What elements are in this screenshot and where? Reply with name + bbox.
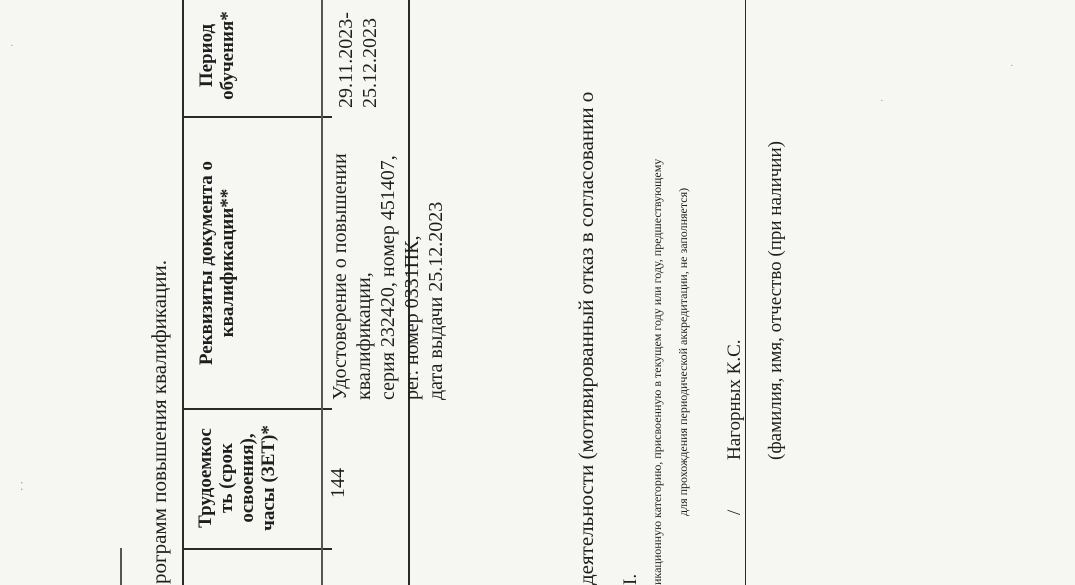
cell-period: 29.11.2023- 25.12.2023 (335, 12, 381, 108)
header-hours: Трудоемкос ть (срок освоения), часы (ЗЕТ)* (195, 425, 279, 531)
signature-slash: / (724, 509, 745, 515)
table-row-divider-3 (182, 116, 332, 118)
header-document: Реквизиты документа о квалификации** (196, 160, 238, 366)
scan-speck: · (10, 40, 14, 52)
signature-caption: (фамилия, имя, отчество (при наличии) (765, 141, 786, 460)
footnote-line-1: икационную категорию, присвоенную в текущем году или году, предшествующему (650, 158, 664, 585)
footnote-line-2: для прохождения периодической аккредитации, не заполняется) (676, 187, 690, 516)
consent-text: деятельности (мотивированный отказ в согласовании о (574, 91, 598, 585)
signature-name: Нагорных К.С. (724, 339, 745, 460)
table-header-divider (321, 0, 323, 585)
table-row-divider-2 (182, 408, 332, 410)
signature-line (745, 0, 746, 585)
intro-text: рограмм повышения квалификации. (147, 260, 171, 584)
scan-speck: · (880, 95, 884, 107)
header-period: Период обучения* (196, 11, 238, 100)
cell-document: Удостоверение о повышении квалификации, серия 232420, номер 451407, рег. номер 0331ПК, дата выдачи 25.12.2023 (329, 153, 447, 400)
scan-speck: ⁚ (20, 481, 24, 493)
scan-speck: · (1010, 60, 1014, 72)
footnote-number: I. (620, 573, 641, 585)
table-row-divider-1 (182, 548, 332, 550)
cell-hours: 144 (327, 468, 349, 498)
table-left-edge (120, 548, 122, 585)
table-border-left (182, 0, 184, 585)
